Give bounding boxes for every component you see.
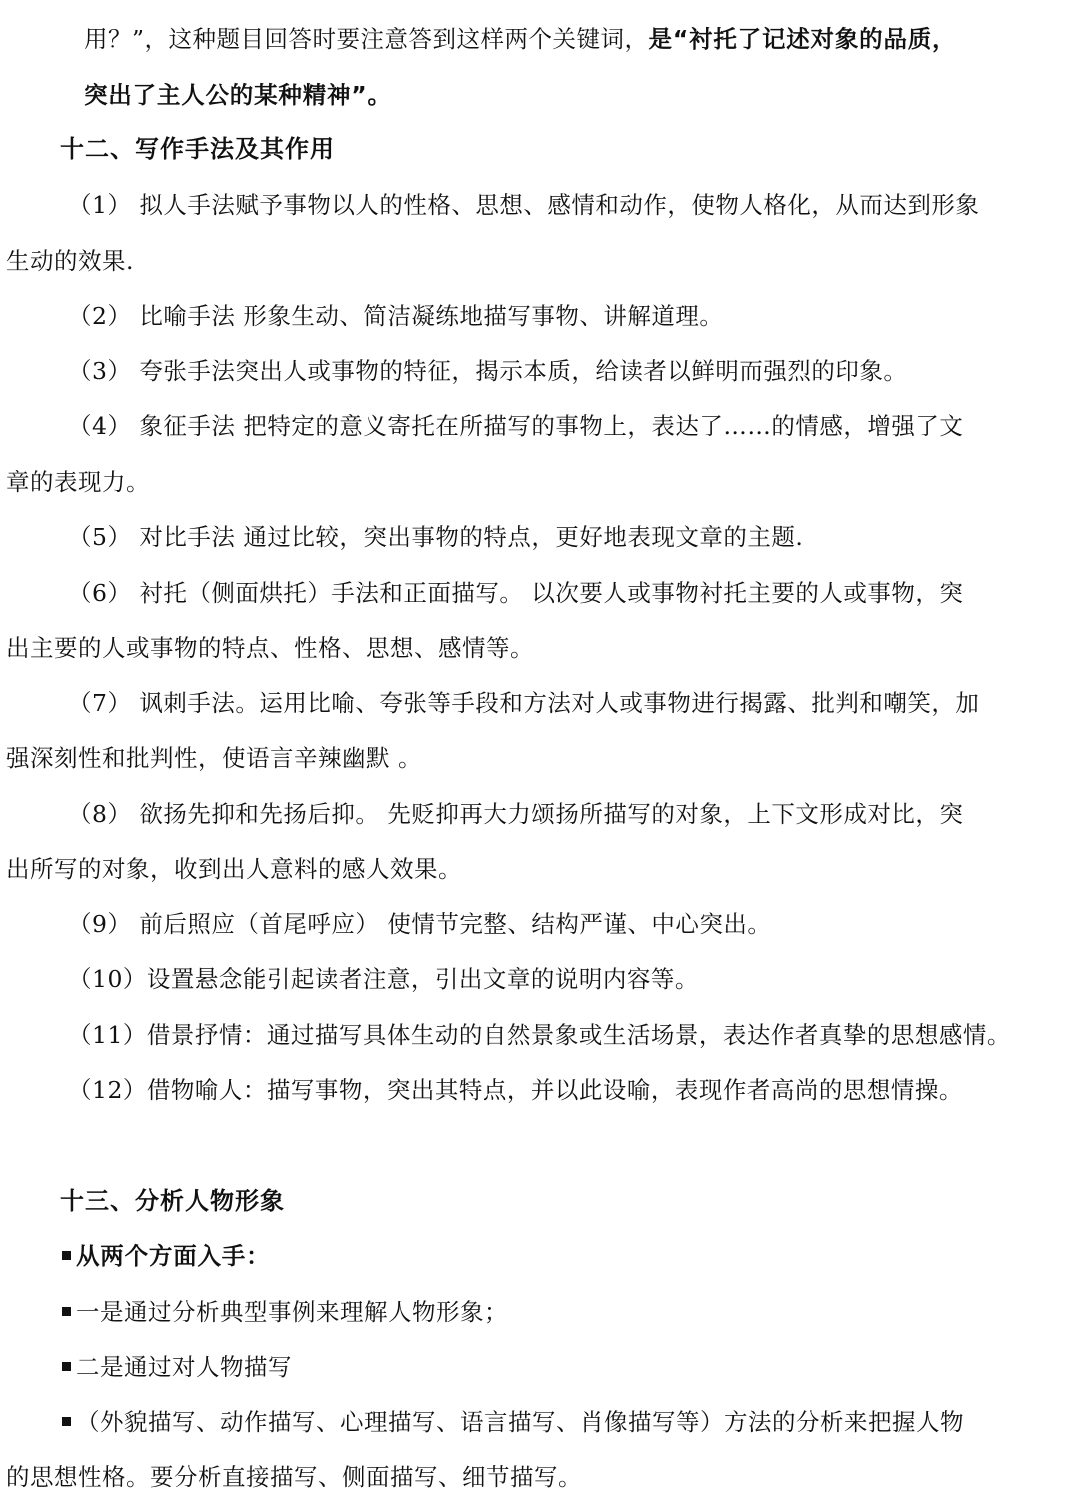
bullet-item-3-text: 二是通过对人物描写 [76,1353,292,1381]
bullet-item-1-text: 从两个方面入手： [76,1242,271,1270]
list-item-6-line-1: （6） 衬托（侧面烘托）手法和正面描写。 以次要人或事物衬托主要的人或事物，突 [68,579,964,607]
bullet-item-2-text: 一是通过分析典型事例来理解人物形象； [76,1298,508,1326]
list-item-7-line-2: 强深刻性和批判性，使语言辛辣幽默 。 [6,744,422,772]
intro-line-2 [84,80,392,110]
intro-line-1 [84,24,956,54]
list-item-1-line-2: 生动的效果. [6,247,134,275]
intro-keyword: 是“衬托了记述对象的品质， [648,25,957,53]
bullet-item-3 [62,1352,292,1382]
bullet-item-4-line-1 [62,1407,964,1437]
intro-tail: 。 [367,81,392,109]
bullet-square-icon [62,1307,71,1316]
bullet-item-2 [62,1297,508,1327]
list-item-7-line-1: （7） 讽刺手法。运用比喻、夸张等手段和方法对人或事物进行揭露、批判和嘲笑，加 [68,689,980,717]
list-item-1-line-1: （1） 拟人手法赋予事物以人的性格、思想、感情和动作，使物人格化，从而达到形象 [68,191,980,219]
list-item-5: （5） 对比手法 通过比较，突出事物的特点，更好地表现文章的主题. [68,523,804,551]
list-item-9: （9） 前后照应（首尾呼应） 使情节完整、结构严谨、中心突出。 [68,910,772,938]
intro-keyword-cont: 突出了主人公的某种精神” [84,81,368,109]
list-item-10: （10）设置悬念能引起读者注意，引出文章的说明内容等。 [68,965,699,993]
bullet-square-icon [62,1417,71,1426]
list-item-4-line-1: （4） 象征手法 把特定的意义寄托在所描写的事物上，表达了……的情感，增强了文 [68,412,964,440]
bullet-item-4-line-2: 的思想性格。要分析直接描写、侧面描写、细节描写。 [6,1463,582,1491]
bullet-item-1 [62,1241,270,1271]
list-item-11: （11）借景抒情：通过描写具体生动的自然景象或生活场景，表达作者真挚的思想感情。 [68,1021,1011,1049]
intro-text: 用？”，这种题目回答时要注意答到这样两个关键词， [84,25,649,53]
list-item-12: （12）借物喻人：描写事物，突出其特点，并以此设喻，表现作者高尚的思想情操。 [68,1076,963,1104]
list-item-3: （3） 夸张手法突出人或事物的特征，揭示本质，给读者以鲜明而强烈的印象。 [68,357,908,385]
bullet-item-4-text: （外貌描写、动作描写、心理描写、语言描写、肖像描写等）方法的分析来把握人物 [76,1408,964,1436]
list-item-8-line-2: 出所写的对象，收到出人意料的感人效果。 [6,855,462,883]
list-item-4-line-2: 章的表现力。 [6,468,150,496]
list-item-6-line-2: 出主要的人或事物的特点、性格、思想、感情等。 [6,634,534,662]
bullet-square-icon [62,1251,71,1260]
list-item-8-line-1: （8） 欲扬先抑和先扬后抑。 先贬抑再大力颂扬所描写的对象，上下文形成对比，突 [68,800,964,828]
section-13-heading: 十三、分析人物形象 [60,1187,285,1215]
list-item-2: （2） 比喻手法 形象生动、简洁凝练地描写事物、讲解道理。 [68,302,724,330]
bullet-square-icon [62,1362,71,1371]
section-12-heading: 十二、写作手法及其作用 [60,135,335,163]
